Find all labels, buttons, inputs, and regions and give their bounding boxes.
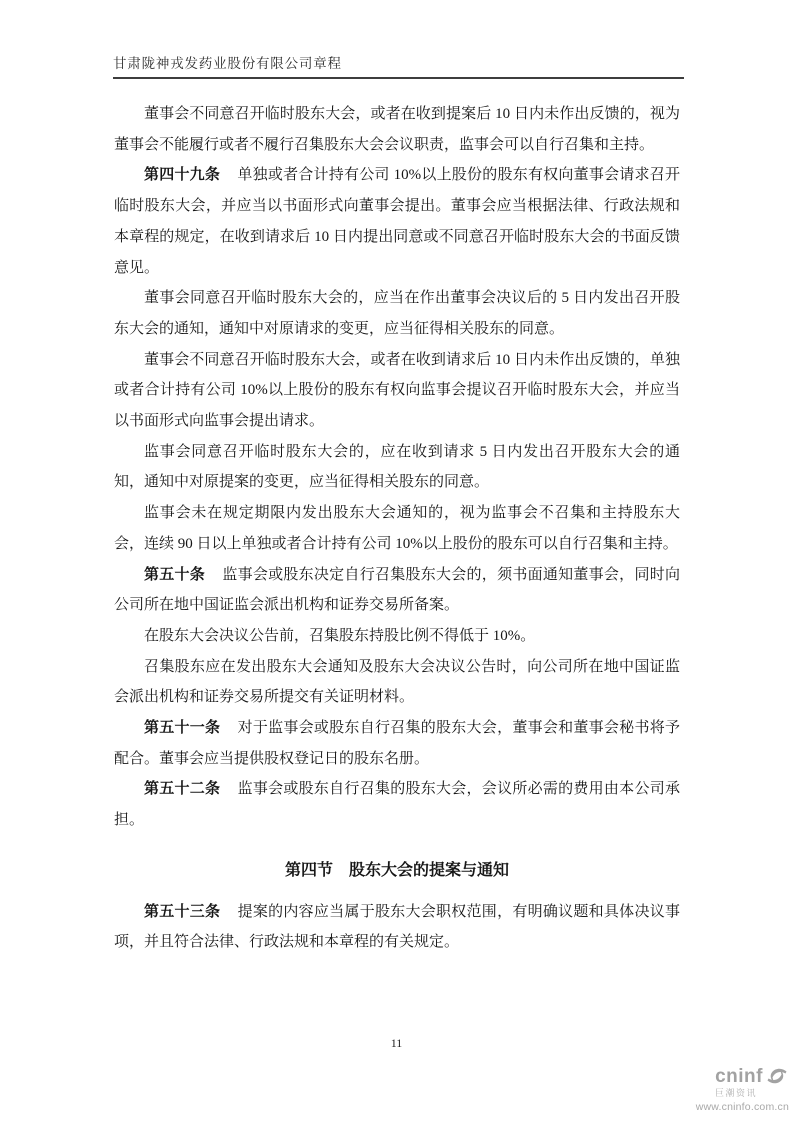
paragraph-text: 董事会不同意召开临时股东大会，或者在收到请求后 10 日内未作出反馈的，单独或者合计持有公司 10%以上股份的股东有权向监事会提议召开临时股东大会，并应当以书面形式向监事会提出请求。 bbox=[114, 351, 680, 430]
cninfo-brand-chinese: 巨潮资讯 bbox=[714, 1088, 757, 1098]
article-number: 第五十一条 bbox=[144, 720, 221, 737]
paragraph-text: 董事会同意召开临时股东大会的，应当在作出董事会决议后的 5 日内发出召开股东大会的通知，通知中对原请求的变更，应当征得相关股东的同意。 bbox=[114, 290, 680, 337]
article-paragraph bbox=[114, 560, 680, 621]
paragraph bbox=[114, 99, 680, 160]
cninfo-brand-row bbox=[659, 1064, 789, 1088]
paragraph-text: 监事会或股东自行召集的股东大会，会议所必需的费用由本公司承担。 bbox=[114, 781, 680, 829]
paragraph-text: 监事会同意召开临时股东大会的，应在收到请求 5 日内发出召开股东大会的通知，通知中对原提案的变更，应当征得相关股东的同意。 bbox=[114, 443, 680, 491]
article-paragraph bbox=[114, 713, 680, 774]
document-body bbox=[114, 99, 680, 958]
paragraph-text: 提案的内容应当属于股东大会职权范围，有明确议题和具体决议事项，并且符合法律、行政法规和本章程的有关规定。 bbox=[114, 903, 680, 951]
cninfo-watermark bbox=[659, 1064, 789, 1113]
page-header-title: 甘肃陇神戎发药业股份有限公司章程 bbox=[113, 52, 684, 79]
swirl-icon bbox=[765, 1064, 789, 1088]
section-heading bbox=[114, 856, 680, 887]
article-number: 第五十三条 bbox=[144, 903, 221, 920]
paragraph bbox=[114, 345, 680, 437]
paragraph-text: 监事会或股东决定自行召集股东大会的，须书面通知董事会，同时向公司所在地中国证监会派出机构和证券交易所备案。 bbox=[114, 566, 680, 614]
paragraph-text: 召集股东应在发出股东大会通知及股东大会决议公告时，向公司所在地中国证监会派出机构和证券交易所提交有关证明材料。 bbox=[114, 658, 680, 706]
article-number: 第五十二条 bbox=[144, 781, 221, 798]
paragraph-text: 董事会不同意召开临时股东大会，或者在收到提案后 10 日内未作出反馈的，视为董事会不能履行或者不履行召集股东大会会议职责，监事会可以自行召集和主持。 bbox=[114, 106, 680, 153]
section-title: 股东大会的提案与通知 bbox=[349, 861, 510, 879]
article-number: 第四十九条 bbox=[144, 167, 221, 184]
paragraph-text: 监事会未在规定期限内发出股东大会通知的，视为监事会不召集和主持股东大会，连续 90 日以上单独或者合计持有公司 10%以上股份的股东可以自行召集和主持。 bbox=[114, 505, 680, 552]
article-paragraph bbox=[114, 897, 680, 958]
paragraph-text: 对于监事会或股东自行召集的股东大会，董事会和董事会秘书将予配合。董事会应当提供股权登记日的股东名册。 bbox=[114, 720, 680, 767]
article-paragraph bbox=[114, 160, 680, 283]
section-number: 第四节 bbox=[284, 861, 333, 879]
paragraph bbox=[114, 652, 680, 713]
cninfo-brand-text: cninf bbox=[715, 1066, 763, 1087]
paragraph-text: 在股东大会决议公告前，召集股东持股比例不得低于 10%。 bbox=[144, 627, 536, 644]
paragraph bbox=[114, 498, 680, 559]
paragraph bbox=[114, 283, 680, 344]
paragraph-text: 单独或者合计持有公司 10%以上股份的股东有权向董事会请求召开临时股东大会，并应当以书面形式向董事会提出。董事会应当根据法律、行政法规和本章程的规定，在收到请求后 10 日内提出同意或不同意召开临时股东大会的书面反馈意见。 bbox=[114, 167, 680, 276]
article-number: 第五十条 bbox=[144, 566, 206, 583]
paragraph bbox=[114, 621, 680, 652]
article-paragraph bbox=[114, 774, 680, 835]
paragraph bbox=[114, 437, 680, 498]
page-number: 11 bbox=[390, 1036, 403, 1050]
cninfo-website-url: www.cninfo.com.cn bbox=[695, 1101, 789, 1113]
